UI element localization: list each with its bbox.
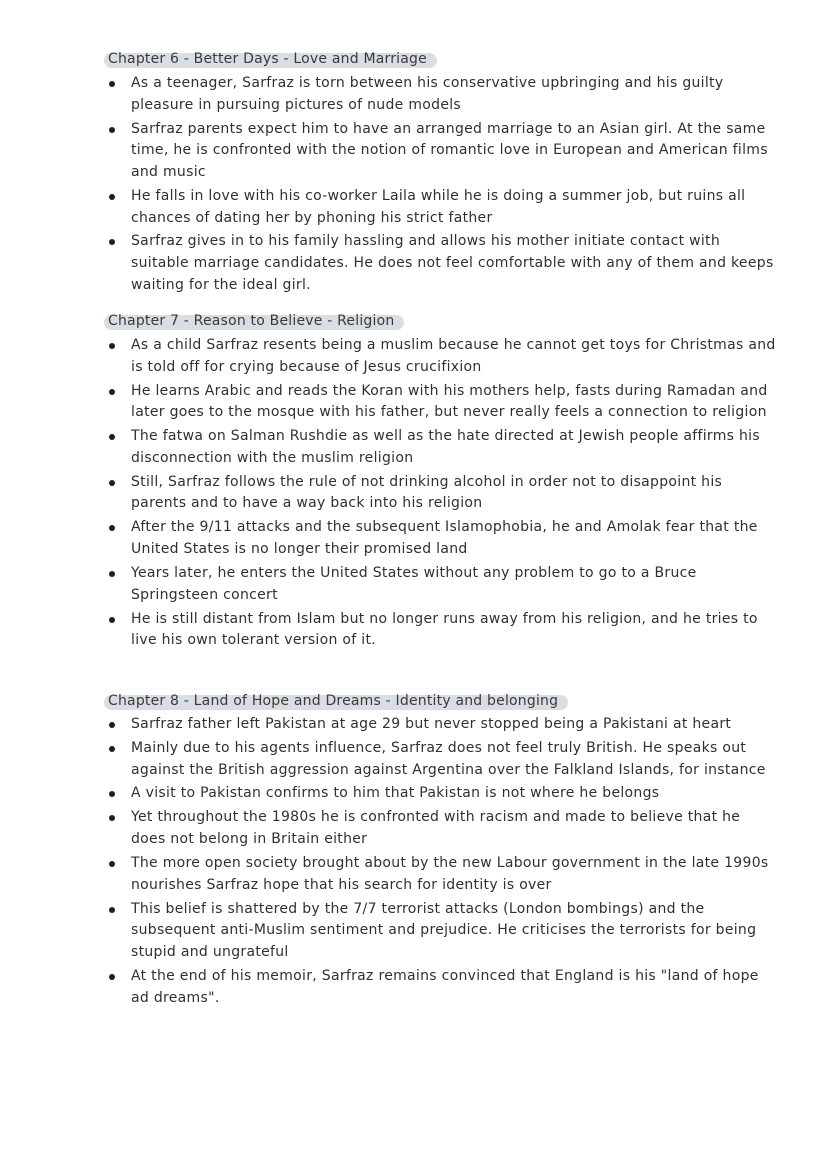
- chapter-8-heading: [106, 692, 566, 710]
- list-item-text: He learns Arabic and reads the Koran with his mothers help, fasts during Ramadan and later goes to the mosque with his father, but never really feels a connection to religion: [131, 382, 768, 421]
- list-item-text: Mainly due to his agents influence, Sarfraz does not feel truly British. He speaks out against the British aggression against Argentina over the Falkland Islands, for instance: [131, 739, 766, 778]
- list-item-text: He falls in love with his co-worker Laila while he is doing a summer job, but ruins all chances of dating her by phoning his strict father: [131, 187, 746, 226]
- list-item: [0, 426, 828, 469]
- chapter-7-heading: [106, 312, 402, 330]
- bullet-icon: [109, 617, 115, 623]
- bullet-icon: [109, 791, 115, 797]
- chapter-6-heading: [106, 50, 435, 68]
- list-item: [0, 807, 828, 850]
- list-item-text: Sarfraz parents expect him to have an arranged marriage to an Asian girl. At the same time, he is confronted with the notion of romantic love in European and American films and music: [131, 120, 768, 180]
- list-item-text: As a child Sarfraz resents being a muslim because he cannot get toys for Christmas and is told off for crying because of Jesus crucifixion: [131, 337, 776, 375]
- list-item-text: The fatwa on Salman Rushdie as well as the hate directed at Jewish people affirms his disconnection with the muslim religion: [131, 428, 760, 466]
- list-item: [0, 472, 828, 515]
- bullet-icon: [109, 389, 115, 395]
- bullet-icon: [109, 815, 115, 821]
- bullet-icon: [109, 907, 115, 913]
- list-item-text: A visit to Pakistan confirms to him that Pakistan is not where he belongs: [131, 785, 660, 802]
- bullet-icon: [109, 571, 115, 577]
- list-item: [0, 517, 828, 560]
- list-item: [0, 738, 828, 781]
- list-item-text: Still, Sarfraz follows the rule of not drinking alcohol in order not to disappoint his parents and to have a way back into his religion: [131, 473, 723, 512]
- bullet-icon: [109, 746, 115, 752]
- list-item: [0, 335, 828, 378]
- list-item: [0, 381, 828, 424]
- bullet-icon: [109, 81, 115, 87]
- list-item: [0, 714, 828, 736]
- list-item: [0, 609, 828, 652]
- chapter-6-list: [0, 73, 828, 299]
- chapter-8-list: [0, 714, 828, 1011]
- list-item: [0, 853, 828, 896]
- list-item-text: The more open society brought about by the new Labour government in the late 1990s nourishes Sarfraz hope that his search for identity is over: [131, 854, 769, 893]
- list-item: [0, 783, 828, 805]
- list-item: [0, 119, 828, 184]
- list-item: [0, 966, 828, 1009]
- list-item-text: He is still distant from Islam but no longer runs away from his religion, and he tries to live his own tolerant version of it.: [131, 610, 758, 649]
- chapter-8-title: Chapter 8 - Land of Hope and Dreams - Identity and belonging: [108, 693, 559, 709]
- list-item: [0, 231, 828, 296]
- bullet-icon: [109, 194, 115, 200]
- bullet-icon: [109, 127, 115, 133]
- list-item: [0, 563, 828, 606]
- list-item-text: As a teenager, Sarfraz is torn between his conservative upbringing and his guilty pleasure in pursuing pictures of nude models: [131, 75, 724, 113]
- list-item-text: Yet throughout the 1980s he is confronted with racism and made to believe that he does not belong in Britain either: [131, 809, 741, 848]
- bullet-icon: [109, 239, 115, 245]
- chapter-6-title: Chapter 6 - Better Days - Love and Marriage: [108, 51, 427, 67]
- list-item-text: After the 9/11 attacks and the subsequent Islamophobia, he and Amolak fear that the United States is no longer their promised land: [131, 519, 758, 558]
- bullet-icon: [109, 974, 115, 980]
- chapter-7-title: Chapter 7 - Reason to Believe - Religion: [108, 313, 395, 329]
- bullet-icon: [109, 480, 115, 486]
- list-item-text: Sarfraz father left Pakistan at age 29 but never stopped being a Pakistani at heart: [131, 716, 732, 732]
- list-item: [0, 73, 828, 116]
- list-item: [0, 899, 828, 964]
- bullet-icon: [109, 722, 115, 728]
- bullet-icon: [109, 343, 115, 349]
- list-item-text: Sarfraz gives in to his family hassling and allows his mother initiate contact with suitable marriage candidates. He does not feel comfortable with any of them and keeps waiting for the ideal girl.: [131, 233, 774, 293]
- list-item-text: This belief is shattered by the 7/7 terrorist attacks (London bombings) and the subsequent anti-Muslim sentiment and prejudice. He criticises the terrorists for being stupid and ungrateful: [131, 900, 757, 960]
- bullet-icon: [109, 434, 115, 440]
- list-item: [0, 186, 828, 229]
- chapter-7-list: [0, 335, 828, 654]
- bullet-icon: [109, 861, 115, 867]
- list-item-text: Years later, he enters the United States without any problem to go to a Bruce Springsteen concert: [131, 564, 697, 603]
- bullet-icon: [109, 525, 115, 531]
- list-item-text: At the end of his memoir, Sarfraz remains convinced that England is his "land of hope ad dreams".: [131, 967, 759, 1006]
